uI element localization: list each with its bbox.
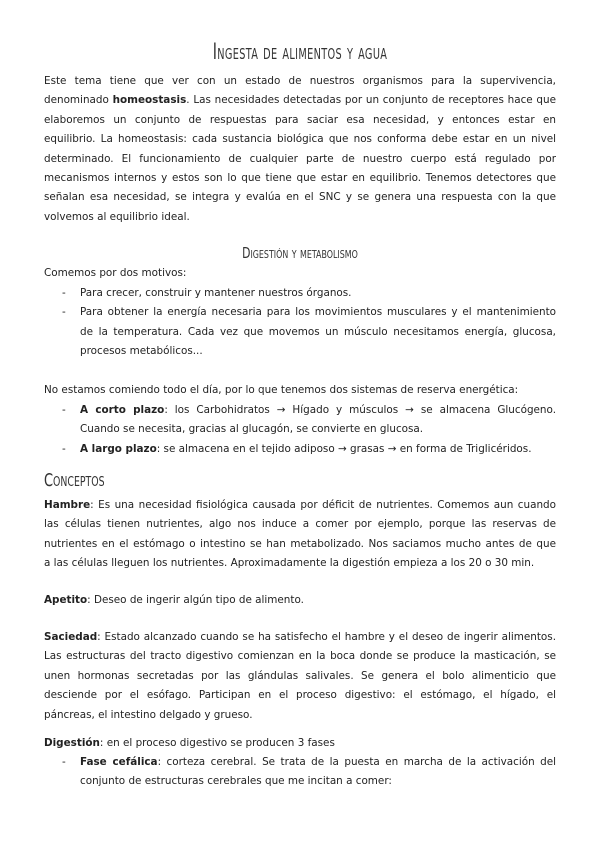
text-line [44, 554, 556, 573]
paragraph-text [44, 496, 556, 574]
text-line [44, 150, 556, 169]
bold-term: Fase cefálica [80, 756, 158, 768]
text-run: elaboremos un conjunto de respuestas para saciar esa necesidad, y entonces estar en [44, 113, 556, 126]
paragraph-text [44, 734, 556, 753]
text-line [44, 188, 556, 207]
text-run: unen hormonas secretadas por las glándulas salivales. Se genera el bolo alimenticio que [44, 669, 556, 682]
bullet-list [44, 753, 556, 792]
bold-term: A largo plazo [80, 442, 157, 455]
text-line [80, 420, 556, 439]
text-run: equilibrio. La homeostasis: cada sustancia biológica que nos conforma debe estar en un nivel [44, 133, 556, 146]
text-run: Este tema tiene que ver con un estado de nuestros organismos para la supervivencia, [44, 75, 556, 87]
paragraph [44, 264, 556, 283]
text-line [80, 753, 556, 772]
text-line [44, 515, 556, 534]
text-line [44, 686, 556, 705]
text-line [44, 628, 556, 647]
text-line [44, 208, 556, 227]
paragraph [44, 628, 556, 725]
text-run: volvemos al equilibrio ideal. [44, 210, 190, 223]
text-run: páncreas, el intestino delgado y grueso. [44, 708, 253, 721]
text-run: : Es una necesidad fisiológica causada por déficit de nutrientes. Comemos aun cuando [90, 499, 556, 511]
bold-term: Hambre [44, 499, 91, 511]
paragraph-text [44, 591, 556, 610]
text-line [44, 72, 556, 91]
section-heading-conceptos: Conceptos [44, 470, 105, 491]
paragraph [44, 496, 556, 574]
paragraph [44, 72, 556, 227]
text-run: : en el proceso digestivo se producen 3 fases [99, 737, 335, 749]
text-line [44, 496, 556, 515]
bullet-dash-icon: - [62, 287, 66, 299]
paragraph [44, 381, 556, 400]
text-run: : los Carbohidratos → Hígado y músculos → se almacena Glucógeno. [164, 404, 556, 416]
text-line [44, 169, 556, 188]
text-line [80, 284, 556, 303]
bold-term: Apetito [44, 594, 88, 606]
text-run: procesos metabólicos... [80, 345, 203, 358]
text-line [44, 647, 556, 666]
bullet-dash-icon: - [62, 306, 66, 319]
text-run: conjunto de estructuras cerebrales que me incitan a comer: [80, 775, 392, 788]
bullet-dash-icon: - [62, 442, 66, 455]
text-run: de la temperatura. Cada vez que movemos un músculo necesitamos energía, glucosa, [80, 325, 556, 338]
list-item [44, 440, 556, 459]
section-heading-digestion: Digestión y metabolismo [242, 244, 358, 262]
list-item [44, 284, 556, 303]
text-run: desciende por el esófago. Participan en el proceso digestivo: el estómago, el hígado, el [44, 689, 556, 702]
text-line [44, 381, 556, 400]
text-line [80, 303, 556, 322]
text-run: Comemos por dos motivos: [44, 267, 187, 279]
bullet-dash-icon: - [62, 756, 66, 768]
text-line [44, 91, 556, 110]
text-run: No estamos comiendo todo el día, por lo que tenemos dos sistemas de reserva energética: [44, 384, 519, 396]
paragraph-text [44, 264, 556, 283]
text-run: Cuando se necesita, gracias al glucagón, se convierte en glucosa. [80, 423, 424, 436]
bullet-dash-icon: - [62, 404, 66, 416]
text-line [44, 591, 556, 610]
text-line [44, 264, 556, 283]
text-run: mecanismos internos y estos son lo que tiene que estar en equilibrio. Tenemos detectores que [44, 171, 556, 184]
text-run: determinado. El funcionamiento de cualquier parte de nuestro cuerpo está regulado por [44, 152, 556, 165]
text-run: las células tienen nutrientes, algo nos induce a comer por ejemplo, porque las reservas de [44, 518, 556, 531]
paragraph-text [44, 381, 556, 400]
bold-term: Saciedad [44, 631, 98, 643]
paragraph-text [44, 628, 556, 725]
text-line [80, 440, 556, 459]
list-item [44, 303, 556, 361]
text-run: : corteza cerebral. Se trata de la puesta en marcha de la activación del [157, 756, 556, 768]
document-title: Ingesta de alimentos y agua [212, 40, 388, 65]
list-item [44, 753, 556, 792]
bold-term: homeostasis [112, 94, 187, 107]
text-line [44, 734, 556, 753]
text-run: señalan esa necesidad, se integra y evalúa en el SNC y se genera una respuesta con la que [44, 191, 556, 204]
text-line [44, 706, 556, 725]
text-line [80, 342, 556, 361]
bullet-list [44, 284, 556, 362]
text-run: : Estado alcanzado cuando se ha satisfecho el hambre y el deseo de ingerir alimentos. [97, 631, 556, 643]
text-line [44, 130, 556, 149]
list-item [44, 401, 556, 440]
text-run: Para obtener la energía necesaria para los movimientos musculares y el mantenimiento [80, 306, 556, 319]
text-run: : se almacena en el tejido adiposo → grasas → en forma de Triglicéridos. [156, 442, 532, 455]
bold-term: Digestión [44, 737, 100, 749]
text-run: denominado [44, 94, 113, 107]
paragraph [44, 734, 556, 753]
text-run: a las células lleguen los nutrientes. Aproximadamente la digestión empieza a los 20 o 30 min. [44, 557, 535, 570]
text-run: : Deseo de ingerir algún tipo de alimento. [87, 594, 304, 606]
text-run: nutrientes en el estómago o intestino se han metabolizado. Nos saciamos mucho antes de que [44, 537, 556, 550]
text-line [80, 772, 556, 791]
text-line [80, 401, 556, 420]
paragraph-text [44, 72, 556, 227]
paragraph [44, 591, 556, 610]
text-run: Para crecer, construir y mantener nuestros órganos. [80, 287, 352, 299]
bullet-list [44, 401, 556, 459]
text-run: Las estructuras del tracto digestivo comienzan en la boca donde se produce la masticación, se [44, 650, 556, 663]
text-line [44, 535, 556, 554]
bold-term: A corto plazo [80, 404, 165, 416]
text-run: . Las necesidades detectadas por un conjunto de receptores hace que [186, 94, 556, 107]
text-line [44, 111, 556, 130]
text-line [44, 667, 556, 686]
text-line [80, 323, 556, 342]
